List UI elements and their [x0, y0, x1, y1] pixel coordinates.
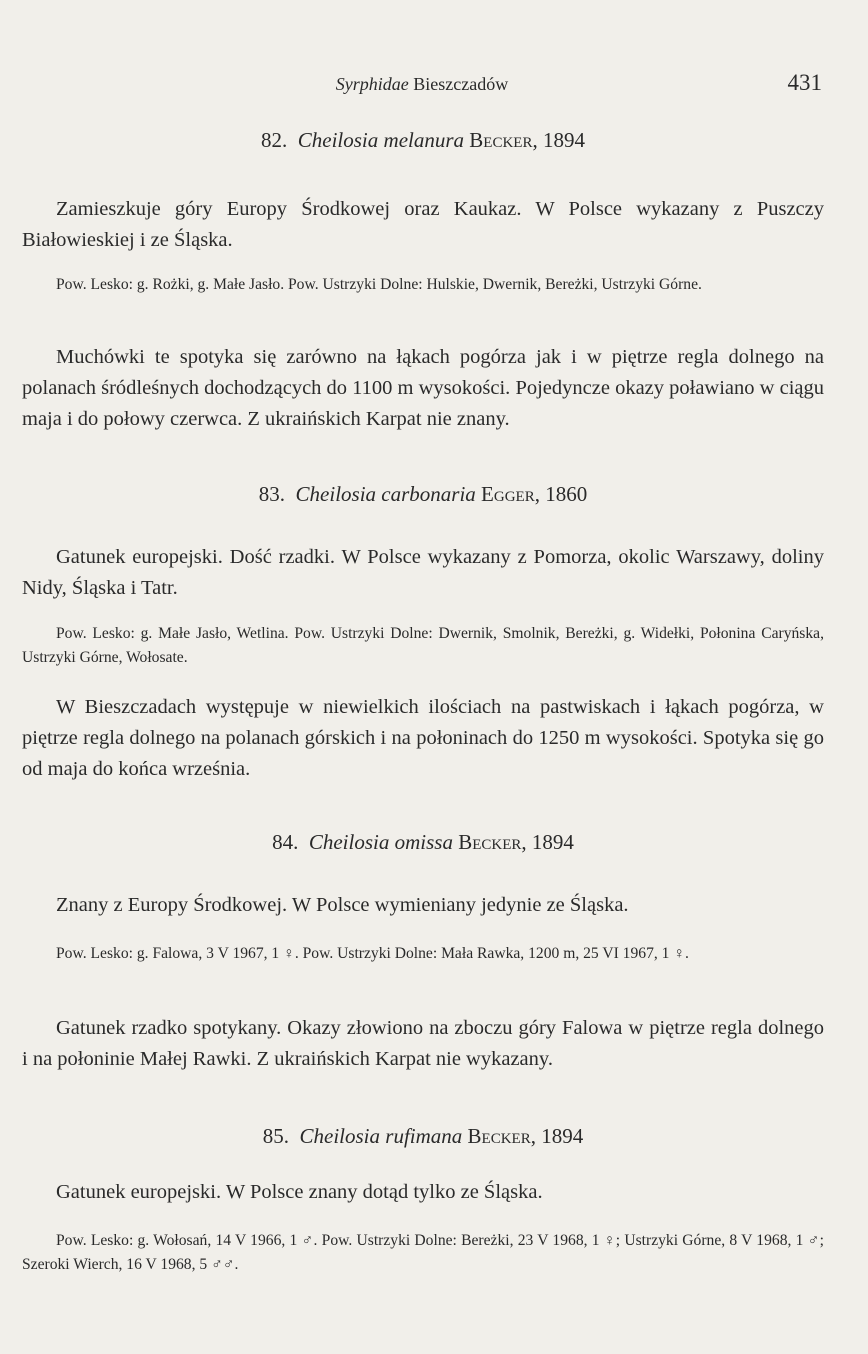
species-epithet: carbonaria [381, 482, 476, 506]
locality-paragraph: Pow. Lesko: g. Wołosań, 14 V 1966, 1 ♂. Pow. Ustrzyki Dolne: Bereżki, 23 V 1968, 1 ♀; Ustrzyki Górne, 8 V 1968, 1 ♂; Szeroki Wierch, 16 V 1968, 5 ♂♂. [22, 1232, 824, 1273]
species-epithet: melanura [383, 128, 465, 152]
species-epithet: omissa [394, 830, 453, 854]
distribution-paragraph: Gatunek europejski. W Polsce znany dotąd tylko ze Śląska. [56, 1181, 543, 1203]
species-number: 82. [261, 128, 288, 152]
species-author: Becker [458, 830, 522, 854]
locality-paragraph: Pow. Lesko: g. Rożki, g. Małe Jasło. Pow. Ustrzyki Dolne: Hulskie, Dwernik, Bereżki, Ustrzyki Górne. [56, 276, 702, 293]
species-author: Becker [467, 1124, 531, 1148]
species-year: , 1894 [530, 1124, 584, 1148]
species-year: , 1860 [534, 482, 588, 506]
species-genus: Cheilosia [297, 128, 379, 152]
locality-paragraph: Pow. Lesko: g. Falowa, 3 V 1967, 1 ♀. Pow. Ustrzyki Dolne: Mała Rawka, 1200 m, 25 VI 1967, 1 ♀. [56, 945, 689, 962]
species-heading-82 [22, 128, 824, 153]
running-head [22, 70, 822, 100]
distribution-paragraph: Zamieszkuje góry Europy Środkowej oraz Kaukaz. W Polsce wykazany z Puszczy Białowieskiej i ze Śląska. [22, 198, 824, 251]
distribution-paragraph: Znany z Europy Środkowej. W Polsce wymieniany jedynie ze Śląska. [56, 894, 629, 916]
species-heading-83 [22, 482, 824, 507]
running-head-rest: Bieszczadów [408, 74, 509, 94]
distribution-paragraph: Gatunek europejski. Dość rzadki. W Polsce wykazany z Pomorza, okolic Warszawy, doliny Nidy, Śląska i Tatr. [22, 546, 824, 599]
species-year: , 1894 [521, 830, 574, 854]
ecology-paragraph: W Bieszczadach występuje w niewielkich ilościach na pastwiskach i łąkach pogórza, w piętrze regla dolnego na polanach górskich i na połoninach do 1250 m wysokości. Spotyka się go od maja do końca września. [22, 696, 824, 780]
species-genus: Cheilosia [295, 482, 377, 506]
species-genus: Cheilosia [308, 830, 390, 854]
species-heading-84 [22, 830, 824, 855]
species-number: 85. [262, 1124, 290, 1148]
ecology-paragraph: Gatunek rzadko spotykany. Okazy złowiono na zboczu góry Falowa w piętrze regla dolnego i na połoninie Małej Rawki. Z ukraińskich Karpat nie wykazany. [22, 1017, 824, 1070]
page-number: 431 [787, 70, 822, 95]
species-author: Egger [481, 482, 535, 506]
species-heading-85 [22, 1124, 824, 1149]
running-head-italic: Syrphidae [335, 74, 409, 94]
running-head-title [22, 74, 822, 95]
species-number: 84. [272, 830, 299, 854]
species-year: , 1894 [532, 128, 585, 152]
species-genus: Cheilosia [299, 1124, 381, 1148]
species-number: 83. [258, 482, 286, 506]
locality-paragraph: Pow. Lesko: g. Małe Jasło, Wetlina. Pow. Ustrzyki Dolne: Dwernik, Smolnik, Bereżki, g. Widełki, Połonina Caryńska, Ustrzyki Górne, Wołosate. [22, 625, 824, 666]
species-epithet: rufimana [385, 1124, 463, 1148]
ecology-paragraph: Muchówki te spotyka się zarówno na łąkach pogórza jak i w piętrze regla dolnego na polanach śródleśnych dochodzących do 1100 m wysokości. Pojedyncze okazy poławiano w ciągu maja i do połowy czerwca. Z ukraińskich Karpat nie znany. [22, 346, 824, 430]
species-author: Becker [469, 128, 533, 152]
